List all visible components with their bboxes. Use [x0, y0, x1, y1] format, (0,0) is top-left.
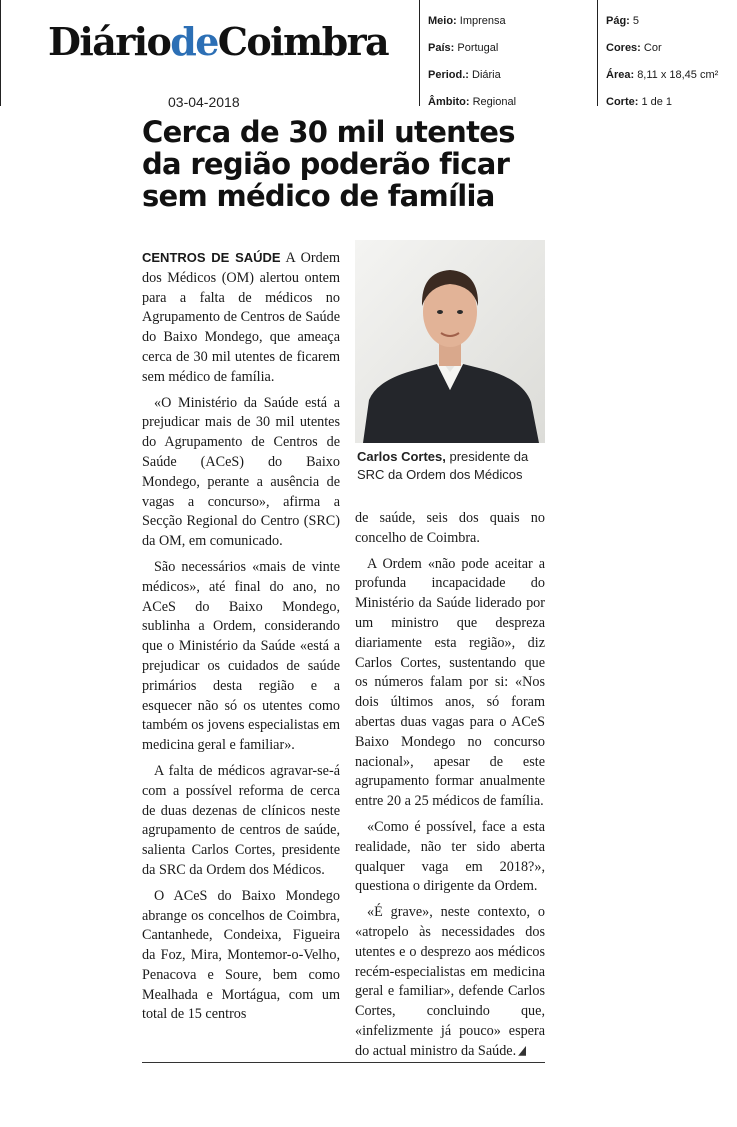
- section-kicker: CENTROS DE SAÚDE: [142, 250, 281, 265]
- meta-value: Regional: [472, 96, 517, 108]
- photo-caption: [357, 448, 552, 484]
- meta-label: Cores:: [606, 42, 641, 54]
- newspaper-logo: [48, 12, 389, 72]
- meta-row: [606, 95, 718, 122]
- meta-row: [606, 14, 718, 41]
- article-paragraph: A falta de médicos agravar-se-á com a possível reforma de cerca de duas dezenas de clínicos neste agrupamento de centros de saúde, salienta Carlos Cortes, presidente da SRC da Ordem dos Médicos.: [142, 762, 340, 878]
- meta-row: [428, 68, 516, 95]
- meta-row: [428, 41, 516, 68]
- meta-value: Diária: [472, 69, 501, 81]
- article-headline: [142, 116, 562, 212]
- article-paragraph: «O Ministério da Saúde está a prejudicar mais de 30 mil utentes do Agrupamento de Centros de Saúde (ACeS) do Baixo Mondego, perante a ausência de vagas a concurso», afirma a Secção Regional do Centro (SRC) da OM, em comunicado.: [142, 394, 340, 550]
- headline-line: sem médico de família: [142, 179, 495, 213]
- meta-row: [606, 68, 718, 95]
- meta-label: Corte:: [606, 96, 639, 108]
- meta-label: Âmbito:: [428, 96, 470, 108]
- meta-row: [428, 14, 516, 41]
- paragraph-text: «É grave», neste contexto, o «atropelo às necessidades dos utentes e o desprezo aos médicos recém-especialistas em medicina geral e familiar», defende Carlos Cortes, concluindo que, «infelizmente já pouco» espera do actual ministro da Saúde.: [355, 904, 545, 1059]
- meta-label: Área:: [606, 69, 635, 81]
- headline-line: Cerca de 30 mil utentes: [142, 115, 515, 149]
- publication-date: 03-04-2018: [168, 94, 240, 110]
- article-paragraph: «Como é possível, face a esta realidade, não ter sido aberta qualquer vaga em 2018?», questiona o dirigente da Ordem.: [355, 818, 545, 895]
- logo-word-3: Coimbra: [217, 19, 389, 64]
- meta-value: Imprensa: [459, 15, 506, 27]
- meta-label: Meio:: [428, 15, 457, 27]
- headline-line: da região poderão ficar: [142, 147, 510, 181]
- article-paragraph: São necessários «mais de vinte médicos», até final do ano, no ACeS do Baixo Mondego, sublinha a Ordem, considerando que o Ministério da Saúde «está a prejudicar os cuidados de saúde primários desta região e a esquecer não só os utentes como também os jovens especialistas em medicina geral e familiar».: [142, 558, 340, 754]
- portrait-photo: [355, 240, 545, 443]
- meta-label: Pág:: [606, 15, 630, 27]
- end-of-article-icon: [518, 1046, 526, 1056]
- divider-1: [419, 0, 420, 106]
- article-paragraph: de saúde, seis dos quais no concelho de Coimbra.: [355, 510, 545, 546]
- meta-value: 8,11 x 18,45 cm²: [637, 69, 719, 81]
- meta-value: Cor: [643, 42, 662, 54]
- left-border: [0, 0, 1, 106]
- meta-label: Period.:: [428, 69, 469, 81]
- meta-info-right: [606, 14, 718, 122]
- article-column-right: [355, 509, 545, 1068]
- caption-text: presidente da SRC da Ordem dos Médicos: [357, 449, 529, 482]
- paragraph-text: A Ordem dos Médicos (OM) alertou ontem para a falta de médicos no Agrupamento de Centros de Saúde do Baixo Mondego, que ameaça cerca de 30 mil utentes de ficarem sem médico de família.: [142, 250, 340, 385]
- meta-row: [606, 41, 718, 68]
- meta-value: 5: [632, 15, 640, 27]
- logo-word-1: Diário: [48, 19, 171, 64]
- portrait-illustration: [355, 240, 545, 443]
- logo-word-2: de: [170, 19, 218, 64]
- article-column-left: [142, 248, 340, 1031]
- article-paragraph: O ACeS do Baixo Mondego abrange os concelhos de Coimbra, Cantanhede, Condeixa, Figueira da Foz, Mira, Montemor-o-Velho, Penacova e Soure, bem como Mealhada e Mortágua, com um total de 15 centros: [142, 887, 340, 1023]
- caption-name: Carlos Cortes,: [357, 449, 446, 464]
- article-paragraph: [355, 903, 545, 1061]
- meta-value: 1 de 1: [641, 96, 673, 108]
- meta-value: Portugal: [457, 42, 499, 54]
- bottom-rule: [142, 1062, 545, 1063]
- meta-label: País:: [428, 42, 455, 54]
- article-paragraph: [142, 248, 340, 388]
- meta-info-left: [428, 14, 516, 122]
- article-paragraph: A Ordem «não pode aceitar a profunda incapacidade do Ministério da Saúde liderado por um ministro que despreza diariamente esta região», diz Carlos Cortes, sustentando que os números falam por si: «Nos dois últimos anos, só foram abertas duas vagas para o ACeS Baixo Mondego no concurso nacional», apesar de este agrupamento formar anualmente entre 20 a 25 médicos de família.: [355, 555, 545, 810]
- divider-2: [597, 0, 598, 106]
